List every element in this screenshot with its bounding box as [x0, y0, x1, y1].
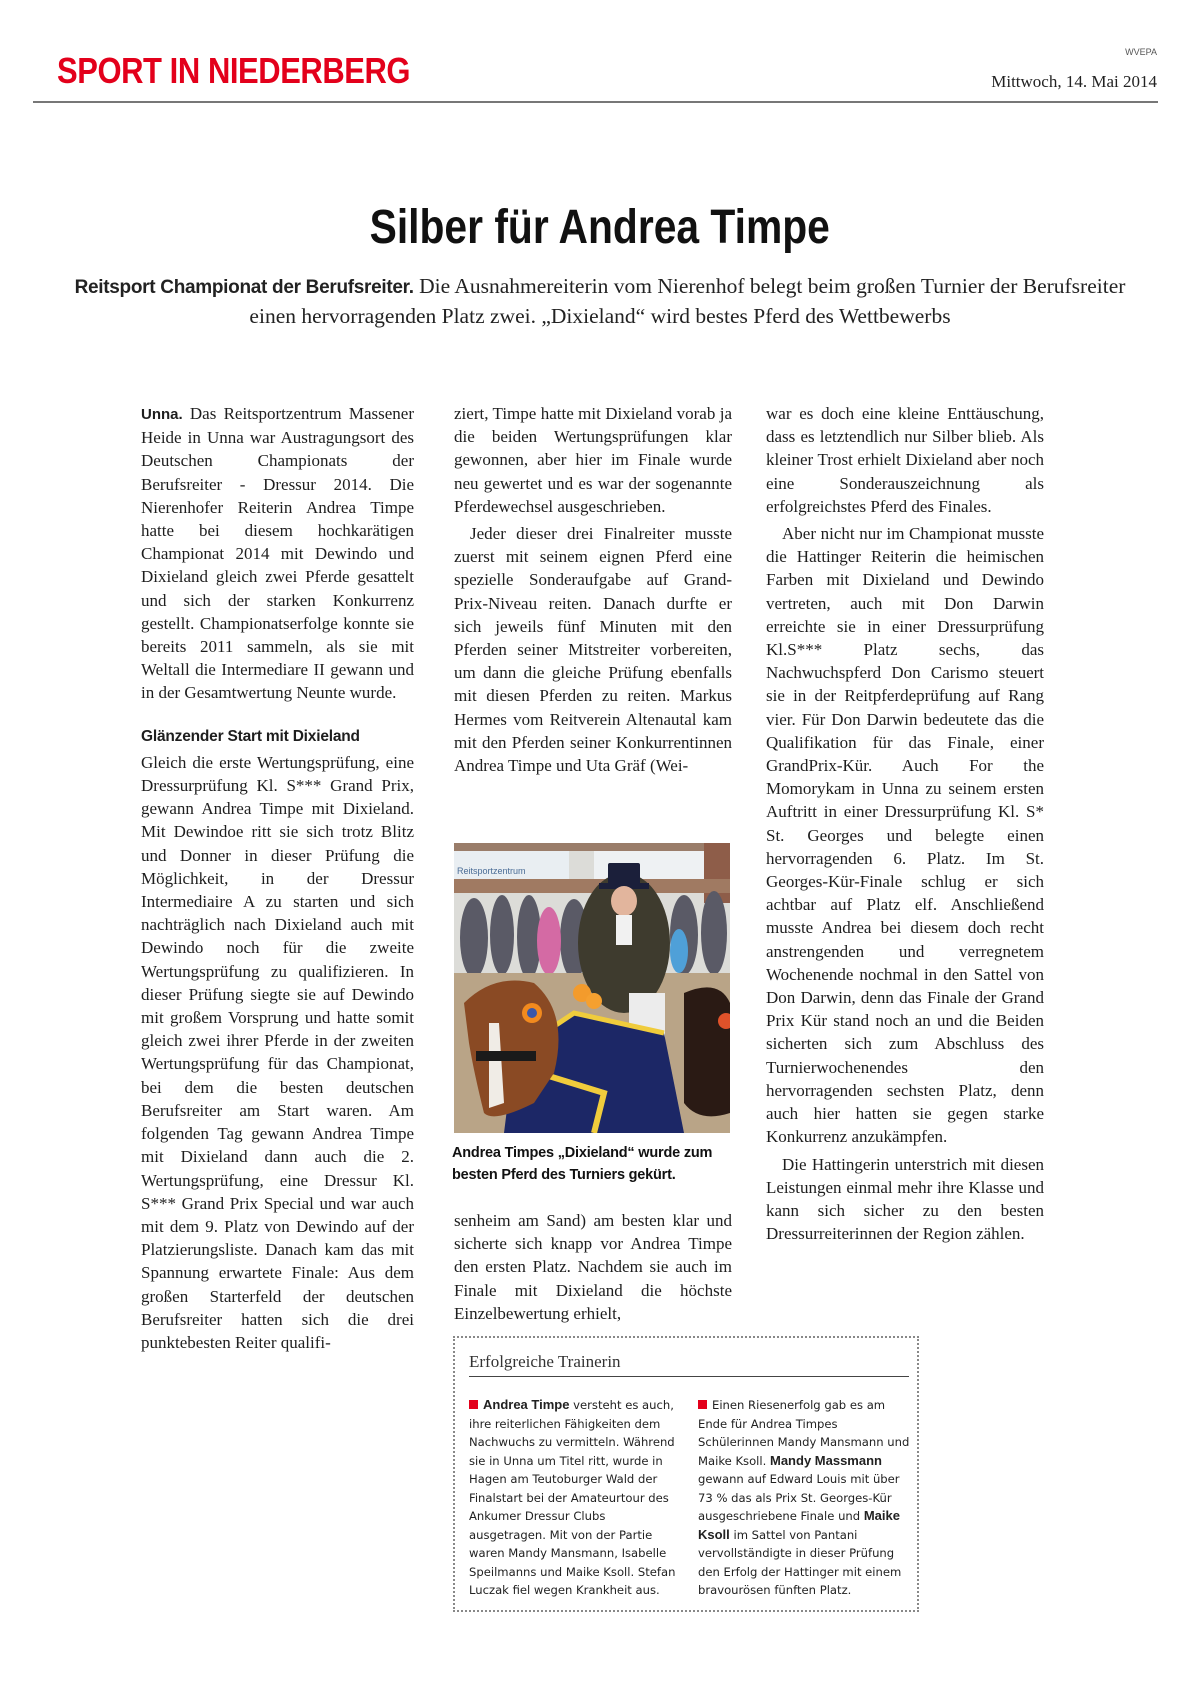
issue-date: Mittwoch, 14. Mai 2014: [991, 72, 1157, 91]
paragraph: ziert, Timpe hatte mit Dixieland vorab ja die beiden Wertungsprüfungen klar gewonnen, aber hier im Finale wurde neu gewertet und es war der sogenannte Pferdewechsel ausgeschrieben.: [454, 404, 732, 516]
photo-image: [454, 843, 730, 1133]
paragraph: Aber nicht nur im Championat musste die Hattinger Reiterin die heimischen Farben mit Dixieland und Dewindo vertreten, auch mit Don Darwin erreichte sie in einer Dressurprüfung Kl.S*** Platz sechs, das Nachwuchspferd Don Carismo steuert sie in der Reitpferdeprüfung auf Rang vier. Für Don Darwin bedeutete das die Qualifikation für das Finale, einer GrandPrix-Kür. Auch For the Momorykam in Unna zu seinem ersten Auftritt in einer Dressurprüfung Kl. S* St. Georges und belegte einen hervorragenden 6. Platz. Im St. Georges-Kür-Finale schlug er sich achtbar auf Platz elf. Anschließend musste Andrea bei diesem doch recht anstrengenden und verregnetem Wochenende nochmal in den Sattel von Don Darwin, denn das Finale der Grand Prix Kür stand noch an und die Beiden sicherten sich zum Abschluss des Turnierwochenendes den hervorragenden sechsten Platz, denn auch hier hatten sie gegen starke Konkurrenz anzukämpfen.: [766, 524, 1044, 1147]
bullet-square-icon: [469, 1400, 478, 1409]
infobox-title: Erfolgreiche Trainerin: [469, 1352, 621, 1371]
headline: Silber für Andrea Timpe: [369, 201, 831, 254]
article-column-1: [141, 402, 414, 1354]
paragraph: senheim am Sand) am besten klar und sicherte sich knapp vor Andrea Timpe den ersten Platz. Nachdem sie auch im Finale mit Dixieland die höchste Einzelbewertung erhielt,: [454, 1211, 732, 1323]
infobox-paragraph: Andrea Timpe versteht es auch, ihre reiterlichen Fähigkeiten dem Nachwuchs zu vermitteln. Während sie in Unna um Titel ritt, wurde in Hagen am Teutoburger Wald der Finalstart bei der Amateurtour des Ankumer Dressur Clubs ausgetragen. Mit von der Partie waren Mandy Mansmann, Isabelle Speilmanns und Maike Ksoll. Stefan Luczak fiel wegen Krankheit aus.: [469, 1397, 676, 1597]
photo-caption: Andrea Timpes „Dixieland“ wurde zum besten Pferd des Turniers gekürt.: [452, 1145, 713, 1183]
infobox: [453, 1336, 919, 1612]
article-column-3: [766, 402, 1044, 1245]
svg-text:Reitsportzentrum: Reitsportzentrum: [457, 866, 526, 876]
photo: [454, 843, 730, 1133]
paragraph: war es doch eine kleine Enttäuschung, dass es letztendlich nur Silber blieb. Als kleiner Trost erhielt Dixieland aber noch eine Sonderauszeichnung als erfolgreichstes Pferd des Finales.: [766, 404, 1044, 516]
article-column-2: [454, 402, 732, 777]
paragraph: Jeder dieser drei Finalreiter musste zuerst mit seinem eignen Pferd eine spezielle Sonderaufgabe auf Grand-Prix-Niveau reiten. Danach durfte er sich jeweils fünf Minuten mit den Pferden seiner Mitstreiter vorbereiten, um dann die gleiche Prüfung ebenfalls mit diesen Pferden zu reiten. Markus Hermes vom Reitverein Altenautal kam mit den Pferden seiner Konkurrentinnen Andrea Timpe und Uta Gräf (Wei-: [454, 524, 732, 776]
bullet-square-icon: [698, 1400, 707, 1409]
subheadline: [55, 272, 1145, 331]
paragraph: Unna. Das Reitsportzentrum Massener Heide in Unna war Austragungsort des Deutschen Championats der Berufsreiter - Dressur 2014. Die Nierenhofer Reiterin Andrea Timpe hatte bei diesem hochkarätigen Championat 2014 mit Dewindo und Dixieland gleich zwei Pferde gesattelt und sich der starken Konkurrenz gestellt. Championatserfolge konnte sie bereits 2011 sammeln, als sie mit Weltall die Intermediare II gewann und in der Gesamtwertung Neunte wurde.: [141, 404, 414, 703]
masthead-rule: [33, 101, 1158, 103]
subhead: Glänzender Start mit Dixieland: [141, 727, 360, 745]
infobox-paragraph: Einen Riesenerfolg gab es am Ende für Andrea Timpes Schülerinnen Mandy Mansmann und Maike Ksoll. Mandy Massmann gewann auf Edward Louis mit über 73 % das als Prix St. Georges-Kür ausgeschriebene Finale und Maike Ksoll im Sattel von Pantani vervollständigte in dieser Prüfung den Erfolg der Hattinger mit einem bravourösen fünften Platz.: [698, 1398, 910, 1597]
paragraph: Die Hattingerin unterstrich mit diesen Leistungen einmal mehr ihre Klasse und kann sich sicher zu den besten Dressurreiterinnen der Region zählen.: [766, 1154, 1044, 1244]
infobox-rule: [469, 1376, 909, 1377]
infobox-column-2: [698, 1396, 910, 1600]
subheadline-text: Die Ausnahmereiterin vom Nierenhof belegt beim großen Turnier der Berufsreiter einen hervorragenden Platz zwei. „Dixieland“ wird bestes Pferd des Wettbewerbs: [249, 274, 1126, 328]
section-title: SPORT IN NIEDERBERG: [57, 50, 411, 91]
infobox-column-1: [469, 1396, 681, 1600]
agency-label: WVEPA: [1125, 47, 1157, 57]
dateline: Unna.: [141, 406, 183, 423]
kicker: Reitsport Championat der Berufsreiter.: [74, 277, 414, 298]
paragraph: Gleich die erste Wertungsprüfung, eine Dressurprüfung Kl. S*** Grand Prix, gewann Andrea Timpe mit Dixieland. Mit Dewindoe ritt sie sich trotz Blitz und Donner in dieser Prüfung die Möglichkeit, in der Dressur Intermediaire A zu starten und sich nachträglich nach Dixieland auch mit Dewindo noch für die zweite Wertungsprüfung zu qualifizieren. In dieser Prüfung siegte sie auf Dewindo mit großem Vorsprung und hatte somit gleich zwei ihrer Pferde in der zweiten Wertungsprüfung für das Championat, bei dem die besten deutschen Berufsreiter am Start waren. Am folgenden Tag gewann Andrea Timpe mit Dixieland dann auch die 2. Wertungsprüfung, eine Dressur Kl. S*** Grand Prix Special und war auch mit dem 9. Platz von Dewindo auf der Platzierungsliste. Danach kam das mit Spannung erwartete Finale: Aus dem großen Starterfeld der deutschen Berufsreiter hatten sich die drei punktebesten Reiter qualifi-: [141, 752, 414, 1352]
article-column-2-continued: [454, 1209, 732, 1325]
